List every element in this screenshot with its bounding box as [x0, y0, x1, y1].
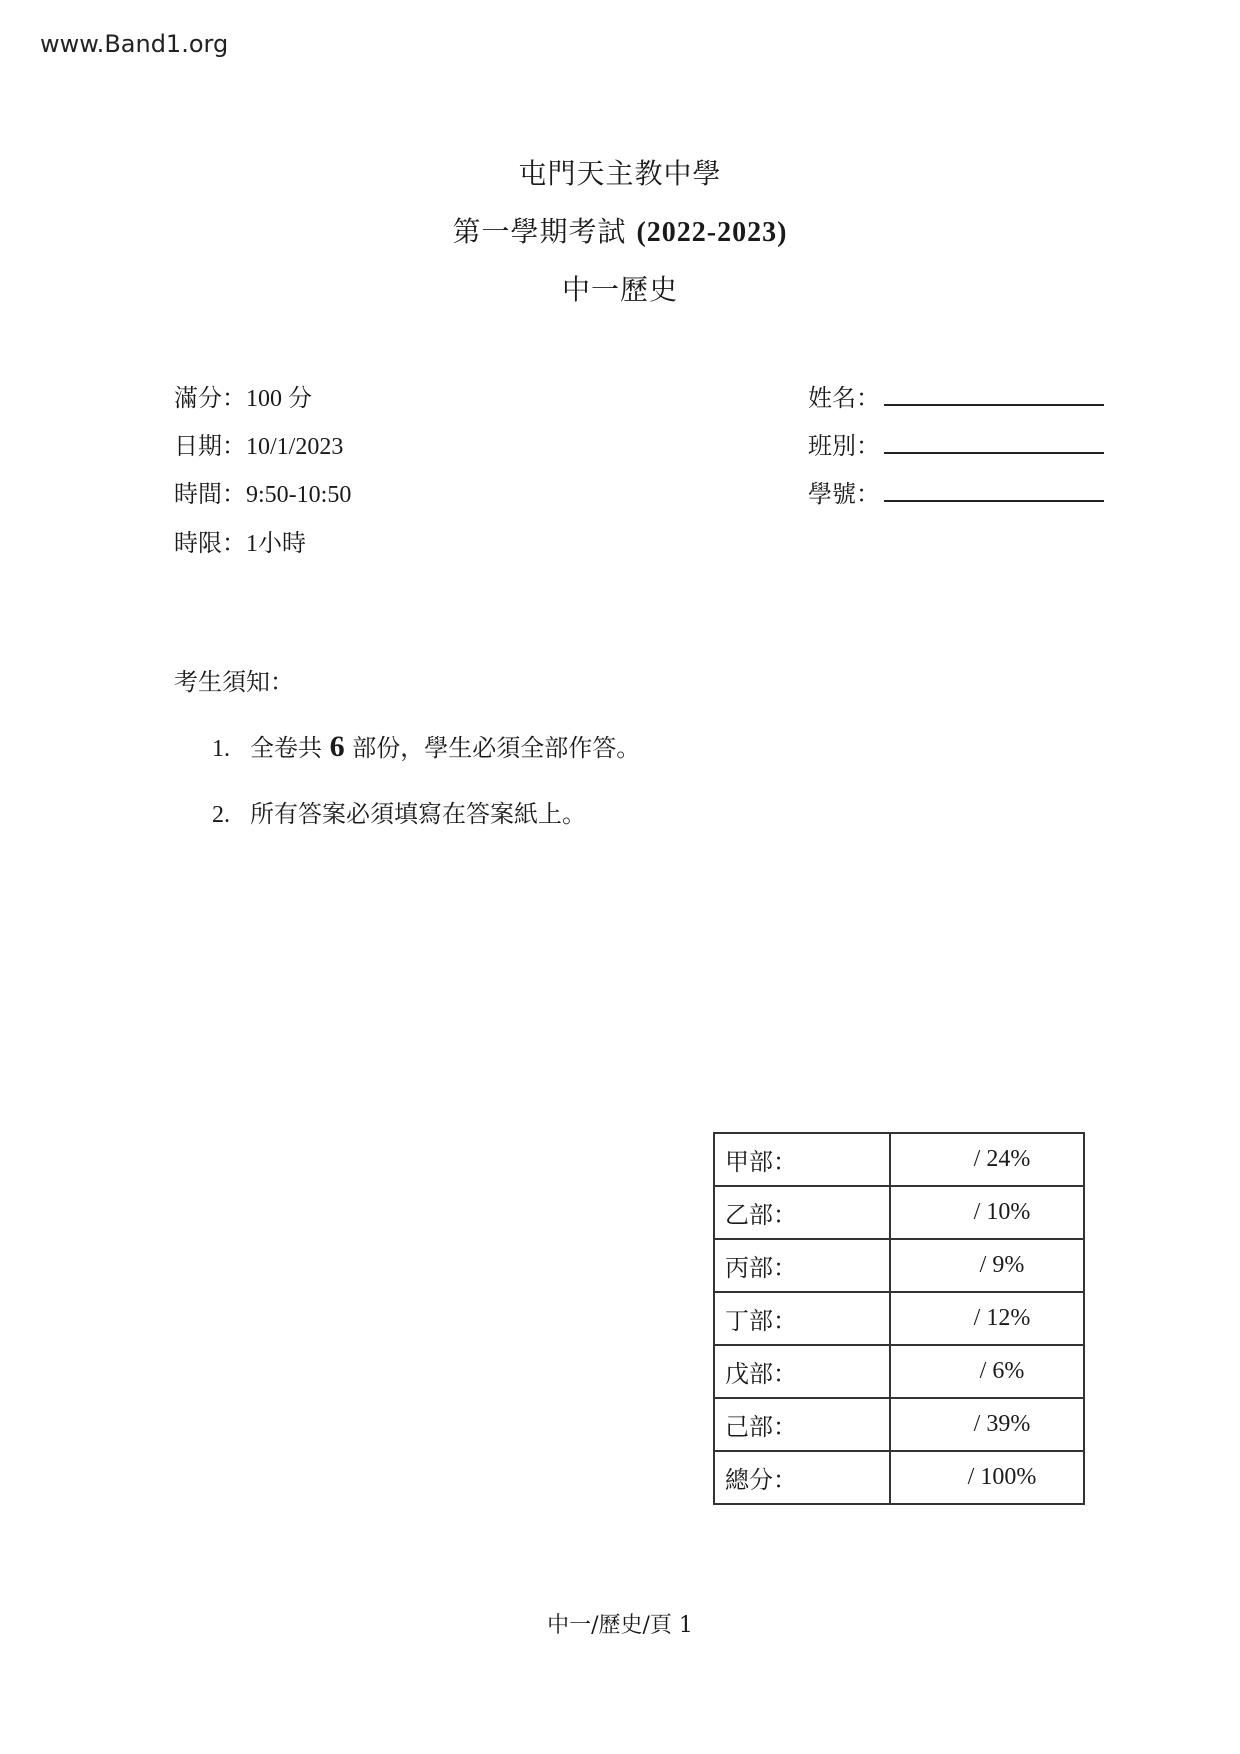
section-label: 甲部： — [714, 1133, 890, 1186]
section-label: 己部： — [714, 1398, 890, 1451]
exam-title — [0, 210, 1240, 250]
class-field — [808, 426, 1104, 461]
student-number-blank-line[interactable] — [884, 478, 1104, 502]
notice-text-pre: 全卷共 — [250, 734, 322, 762]
section-label: 戊部： — [714, 1345, 890, 1398]
info-duration — [174, 523, 306, 558]
notice-item-1 — [212, 728, 640, 764]
info-value: 9:50-10:50 — [246, 482, 352, 508]
info-label: 時限： — [174, 529, 246, 557]
section-mark: / 10% — [890, 1186, 1084, 1239]
info-value: 10/1/2023 — [246, 434, 344, 460]
section-label: 乙部： — [714, 1186, 890, 1239]
notice-index: 2. — [212, 802, 230, 828]
table-row — [714, 1186, 1084, 1239]
field-label: 班別： — [808, 432, 880, 460]
table-row — [714, 1292, 1084, 1345]
section-label: 丁部： — [714, 1292, 890, 1345]
notice-text: 所有答案必須填寫在答案紙上。 — [250, 800, 586, 828]
info-value: 1小時 — [246, 531, 306, 557]
subject-title: 中一歷史 — [561, 273, 678, 306]
watermark-url: www.Band1.org — [40, 30, 229, 58]
section-mark: / 9% — [890, 1239, 1084, 1292]
notice-index: 1. — [212, 736, 230, 762]
info-label: 日期： — [174, 432, 246, 460]
section-label: 丙部： — [714, 1239, 890, 1292]
exam-title-prefix: 第一學期考試 — [452, 215, 627, 248]
section-mark: / 12% — [890, 1292, 1084, 1345]
notice-text-post: 部份，學生必須全部作答。 — [352, 734, 641, 762]
section-mark: / 39% — [890, 1398, 1084, 1451]
name-field — [808, 378, 1104, 413]
student-number-field — [808, 474, 1104, 509]
table-row — [714, 1239, 1084, 1292]
field-label: 姓名： — [808, 384, 880, 412]
name-blank-line[interactable] — [884, 382, 1104, 406]
table-row — [714, 1345, 1084, 1398]
info-time — [174, 474, 351, 509]
page-footer: 中一/歷史/頁 1 — [547, 1613, 693, 1638]
table-row — [714, 1398, 1084, 1451]
info-value: 100 分 — [246, 386, 312, 412]
total-label: 總分： — [714, 1451, 890, 1504]
score-table — [713, 1132, 1085, 1505]
info-date — [174, 426, 343, 461]
class-blank-line[interactable] — [884, 430, 1104, 454]
notice-title: 考生須知： — [174, 668, 294, 696]
exam-year: (2022-2023) — [636, 217, 788, 248]
section-mark: / 6% — [890, 1345, 1084, 1398]
info-label: 滿分： — [174, 384, 246, 412]
info-label: 時間： — [174, 480, 246, 508]
field-label: 學號： — [808, 480, 880, 508]
notice-item-2 — [212, 794, 586, 829]
info-full-marks — [174, 378, 312, 413]
section-count: 6 — [329, 730, 345, 763]
table-row-total — [714, 1451, 1084, 1504]
total-mark: / 100% — [890, 1451, 1084, 1504]
table-row — [714, 1133, 1084, 1186]
section-mark: / 24% — [890, 1133, 1084, 1186]
school-name: 屯門天主教中學 — [518, 157, 722, 190]
